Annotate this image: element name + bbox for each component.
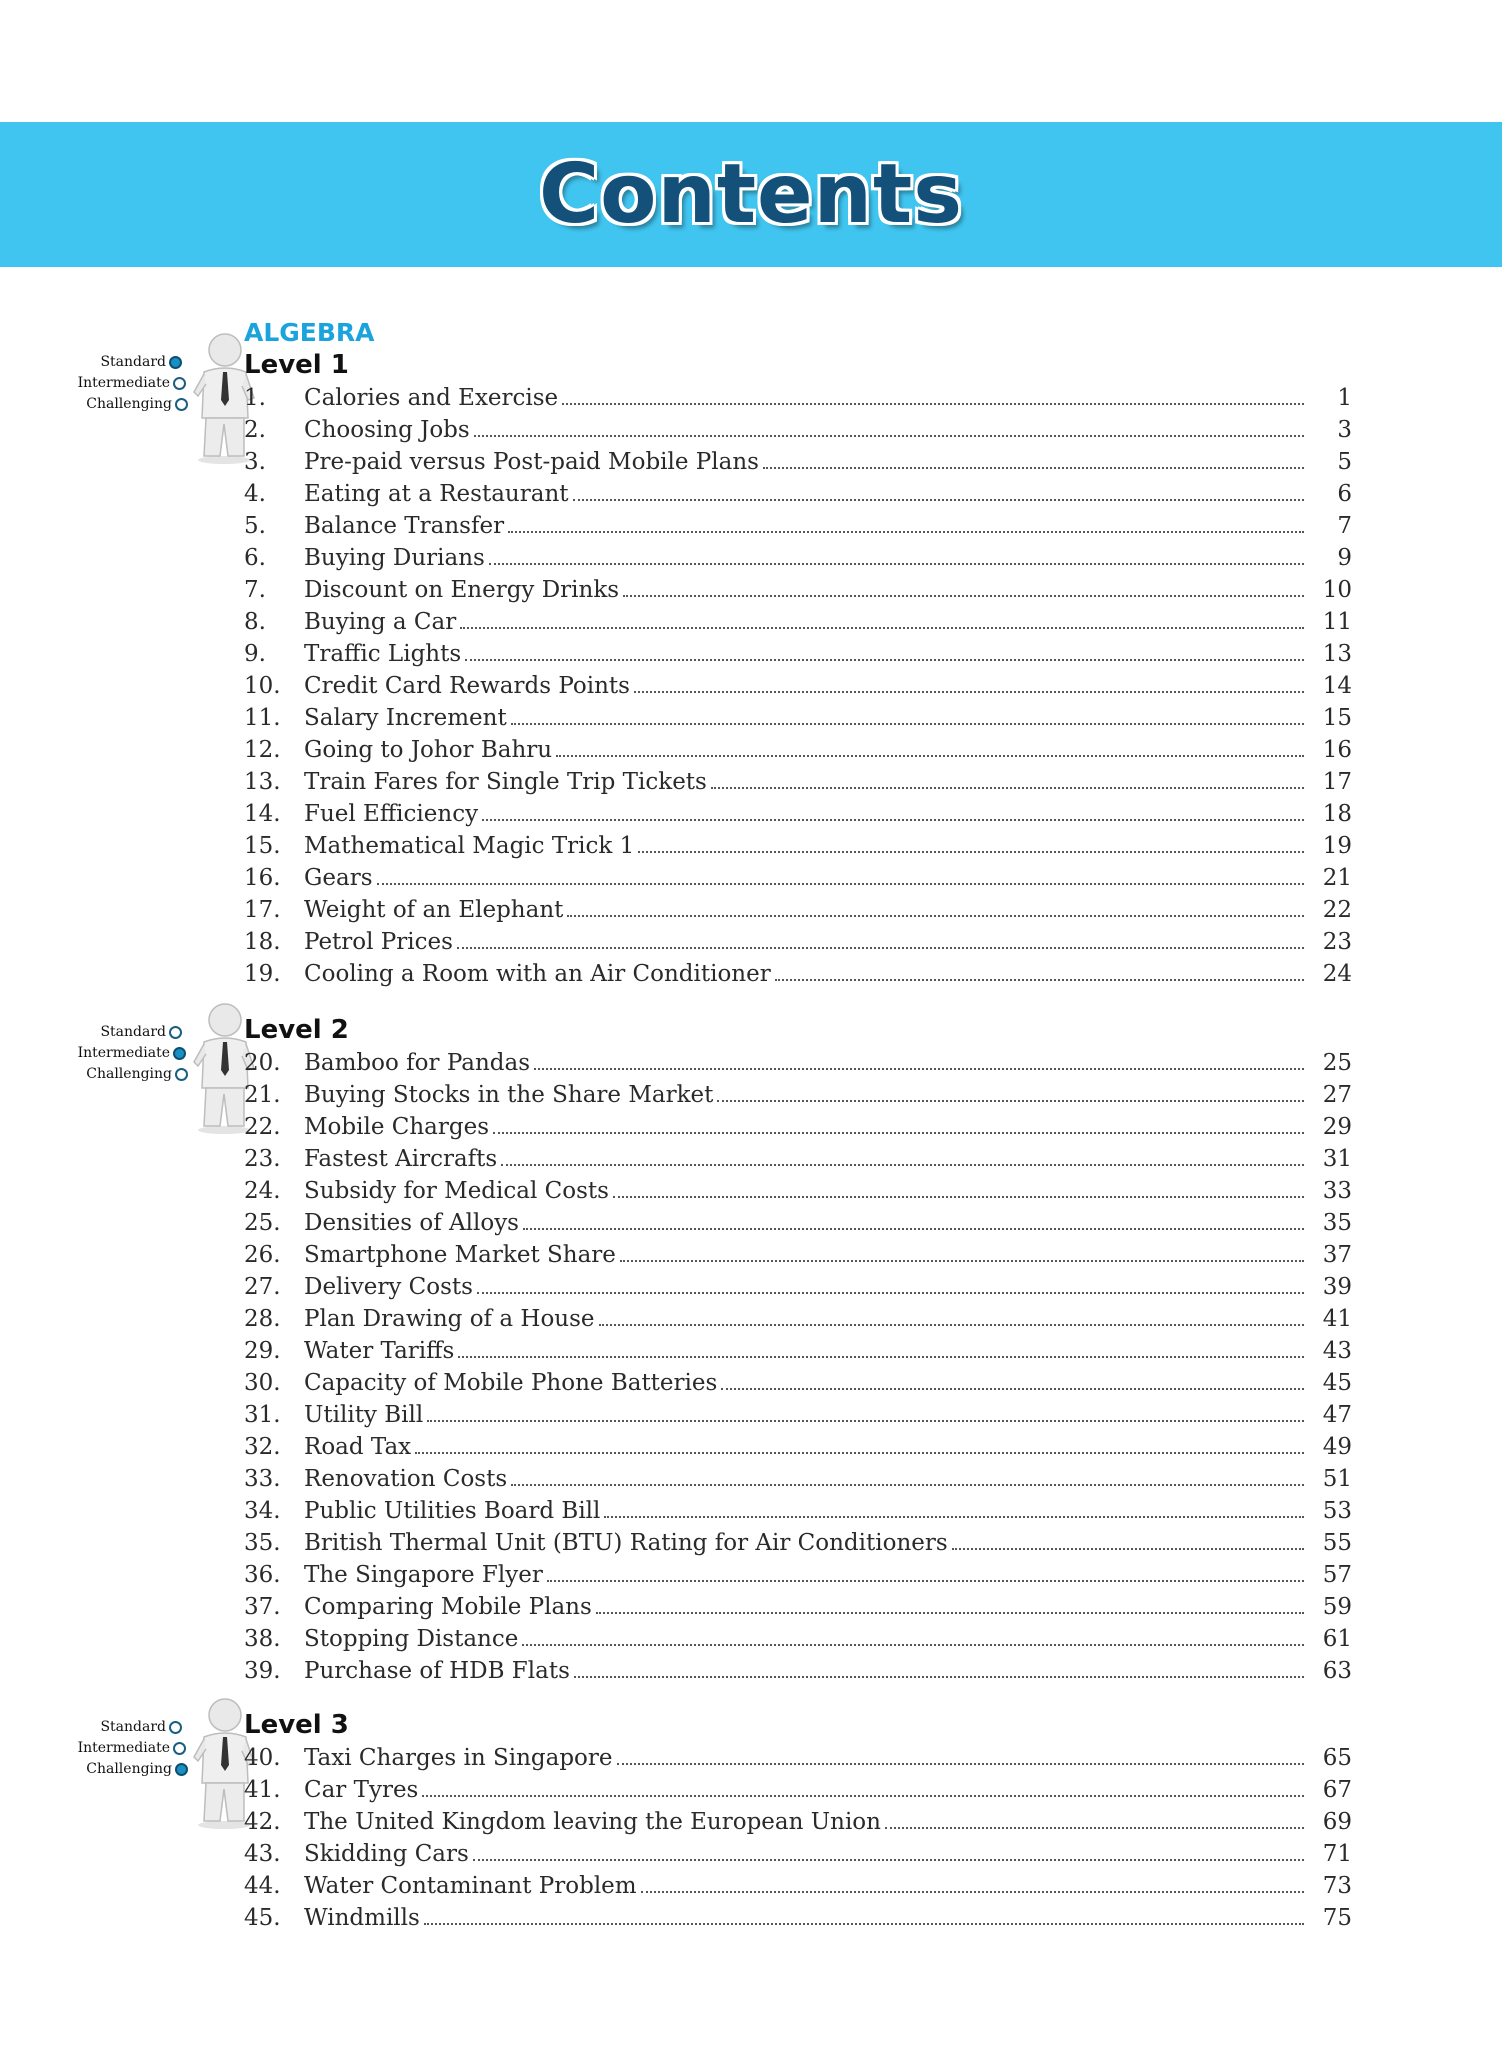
page-number: 73 <box>1322 1873 1352 1899</box>
difficulty-indicator <box>60 1022 188 1085</box>
toc-entry[interactable]: 3. Pre-paid versus Post-paid Mobile Plans 5 <box>244 449 1352 475</box>
toc-entry[interactable]: 8. Buying a Car 11 <box>244 609 1352 635</box>
page-number: 9 <box>1337 545 1352 571</box>
toc-entry[interactable]: 26. Smartphone Market Share 37 <box>244 1242 1352 1268</box>
level-1-list <box>244 380 1352 988</box>
toc-entry[interactable]: 19. Cooling a Room with an Air Conditioner 24 <box>244 961 1352 987</box>
page-number: 16 <box>1322 737 1352 763</box>
toc-entry[interactable]: 14. Fuel Efficiency 18 <box>244 801 1352 827</box>
page-title: Contents <box>538 147 964 242</box>
page-number: 25 <box>1322 1050 1352 1076</box>
toc-entry[interactable]: 24. Subsidy for Medical Costs 33 <box>244 1178 1352 1204</box>
difficulty-standard: Standard <box>60 1717 182 1738</box>
toc-entry[interactable]: 37. Comparing Mobile Plans 59 <box>244 1594 1352 1620</box>
difficulty-challenging-dot <box>175 1068 188 1081</box>
toc-entry[interactable]: 32. Road Tax 49 <box>244 1434 1352 1460</box>
page-number: 15 <box>1322 705 1352 731</box>
toc-entry[interactable]: 36. The Singapore Flyer 57 <box>244 1562 1352 1588</box>
page-number: 7 <box>1337 513 1352 539</box>
page-number: 23 <box>1322 929 1352 955</box>
page-number: 33 <box>1322 1178 1352 1204</box>
section-title: ALGEBRA <box>244 318 375 347</box>
page-number: 35 <box>1322 1210 1352 1236</box>
toc-entry[interactable]: 33. Renovation Costs 51 <box>244 1466 1352 1492</box>
page-number: 69 <box>1322 1809 1352 1835</box>
toc-entry[interactable]: 44. Water Contaminant Problem 73 <box>244 1873 1352 1899</box>
toc-entry[interactable]: 30. Capacity of Mobile Phone Batteries 45 <box>244 1370 1352 1396</box>
difficulty-intermediate: Intermediate <box>60 1043 186 1064</box>
toc-entry[interactable]: 10. Credit Card Rewards Points 14 <box>244 673 1352 699</box>
page-number: 31 <box>1322 1146 1352 1172</box>
difficulty-standard-dot <box>169 356 182 369</box>
toc-entry[interactable]: 38. Stopping Distance 61 <box>244 1626 1352 1652</box>
difficulty-standard: Standard <box>60 1022 182 1043</box>
page-number: 39 <box>1322 1274 1352 1300</box>
page-number: 14 <box>1322 673 1352 699</box>
difficulty-standard: Standard <box>60 352 182 373</box>
toc-entry[interactable]: 2. Choosing Jobs 3 <box>244 417 1352 443</box>
toc-entry[interactable]: 6. Buying Durians 9 <box>244 545 1352 571</box>
page-number: 75 <box>1322 1905 1352 1931</box>
difficulty-standard-dot <box>169 1026 182 1039</box>
page-number: 24 <box>1322 961 1352 987</box>
toc-entry[interactable]: 13. Train Fares for Single Trip Tickets 17 <box>244 769 1352 795</box>
page-number: 29 <box>1322 1114 1352 1140</box>
difficulty-intermediate-dot <box>173 1742 186 1755</box>
page-number: 53 <box>1322 1498 1352 1524</box>
difficulty-challenging: Challenging <box>60 1064 188 1085</box>
level-3-list <box>244 1740 1352 1932</box>
difficulty-challenging: Challenging <box>60 394 188 415</box>
toc-entry[interactable]: 9. Traffic Lights 13 <box>244 641 1352 667</box>
page-number: 65 <box>1322 1745 1352 1771</box>
toc-entry[interactable]: 20. Bamboo for Pandas 25 <box>244 1050 1352 1076</box>
level-3-title: Level 3 <box>244 1710 349 1740</box>
toc-entry[interactable]: 25. Densities of Alloys 35 <box>244 1210 1352 1236</box>
difficulty-intermediate: Intermediate <box>60 373 186 394</box>
toc-entry[interactable]: 43. Skidding Cars 71 <box>244 1841 1352 1867</box>
page-number: 67 <box>1322 1777 1352 1803</box>
toc-entry[interactable]: 5. Balance Transfer 7 <box>244 513 1352 539</box>
difficulty-intermediate: Intermediate <box>60 1738 186 1759</box>
page-number: 43 <box>1322 1338 1352 1364</box>
page-number: 71 <box>1322 1841 1352 1867</box>
toc-entry[interactable]: 28. Plan Drawing of a House 41 <box>244 1306 1352 1332</box>
page-number: 5 <box>1337 449 1352 475</box>
difficulty-intermediate-dot <box>173 377 186 390</box>
page-number: 22 <box>1322 897 1352 923</box>
page-number: 21 <box>1322 865 1352 891</box>
page-number: 57 <box>1322 1562 1352 1588</box>
page-number: 45 <box>1322 1370 1352 1396</box>
page-number: 47 <box>1322 1402 1352 1428</box>
difficulty-figure-level-3 <box>60 1695 260 1845</box>
toc-entry[interactable]: 39. Purchase of HDB Flats 63 <box>244 1658 1352 1684</box>
toc-entry[interactable]: 27. Delivery Costs 39 <box>244 1274 1352 1300</box>
page-number: 41 <box>1322 1306 1352 1332</box>
difficulty-indicator <box>60 352 188 415</box>
toc-entry[interactable]: 34. Public Utilities Board Bill 53 <box>244 1498 1352 1524</box>
page-number: 51 <box>1322 1466 1352 1492</box>
toc-entry[interactable]: 4. Eating at a Restaurant 6 <box>244 481 1352 507</box>
difficulty-challenging-dot <box>175 398 188 411</box>
difficulty-figure-level-2 <box>60 1000 260 1150</box>
toc-entry[interactable]: 11. Salary Increment 15 <box>244 705 1352 731</box>
page-number: 17 <box>1322 769 1352 795</box>
page-number: 18 <box>1322 801 1352 827</box>
difficulty-standard-dot <box>169 1721 182 1734</box>
toc-entry[interactable]: 45. Windmills 75 <box>244 1905 1352 1931</box>
level-2-list <box>244 1045 1352 1685</box>
toc-entry[interactable]: 22. Mobile Charges 29 <box>244 1114 1352 1140</box>
page-number: 1 <box>1337 385 1352 411</box>
difficulty-indicator <box>60 1717 188 1780</box>
toc-entry[interactable]: 16. Gears 21 <box>244 865 1352 891</box>
toc-entry[interactable]: 35. British Thermal Unit (BTU) Rating for Air Conditioners 55 <box>244 1530 1352 1556</box>
difficulty-challenging-dot <box>175 1763 188 1776</box>
toc-entry[interactable]: 41. Car Tyres 67 <box>244 1777 1352 1803</box>
page-number: 3 <box>1337 417 1352 443</box>
page-number: 55 <box>1322 1530 1352 1556</box>
page-number: 63 <box>1322 1658 1352 1684</box>
page-number: 49 <box>1322 1434 1352 1460</box>
page-number: 11 <box>1322 609 1352 635</box>
header-banner <box>0 122 1502 267</box>
page-number: 13 <box>1322 641 1352 667</box>
toc-entry[interactable]: 12. Going to Johor Bahru 16 <box>244 737 1352 763</box>
toc-entry[interactable]: 23. Fastest Aircrafts 31 <box>244 1146 1352 1172</box>
difficulty-challenging: Challenging <box>60 1759 188 1780</box>
level-2-title: Level 2 <box>244 1015 349 1045</box>
toc-entry[interactable]: 15. Mathematical Magic Trick 1 19 <box>244 833 1352 859</box>
toc-entry[interactable]: 29. Water Tariffs 43 <box>244 1338 1352 1364</box>
toc-entry[interactable]: 40. Taxi Charges in Singapore 65 <box>244 1745 1352 1771</box>
page-number: 61 <box>1322 1626 1352 1652</box>
difficulty-figure-level-1 <box>60 330 260 480</box>
toc-entry[interactable]: 42. The United Kingdom leaving the European Union 69 <box>244 1809 1352 1835</box>
page-number: 6 <box>1337 481 1352 507</box>
level-1-title: Level 1 <box>244 350 349 380</box>
toc-entry[interactable]: 18. Petrol Prices 23 <box>244 929 1352 955</box>
page-number: 59 <box>1322 1594 1352 1620</box>
page-number: 19 <box>1322 833 1352 859</box>
toc-entry[interactable]: 21. Buying Stocks in the Share Market 27 <box>244 1082 1352 1108</box>
page-number: 27 <box>1322 1082 1352 1108</box>
page-number: 37 <box>1322 1242 1352 1268</box>
toc-entry[interactable]: 7. Discount on Energy Drinks 10 <box>244 577 1352 603</box>
toc-entry[interactable]: 1. Calories and Exercise 1 <box>244 385 1352 411</box>
page-number: 10 <box>1322 577 1352 603</box>
toc-entry[interactable]: 17. Weight of an Elephant 22 <box>244 897 1352 923</box>
difficulty-intermediate-dot <box>173 1047 186 1060</box>
toc-entry[interactable]: 31. Utility Bill 47 <box>244 1402 1352 1428</box>
